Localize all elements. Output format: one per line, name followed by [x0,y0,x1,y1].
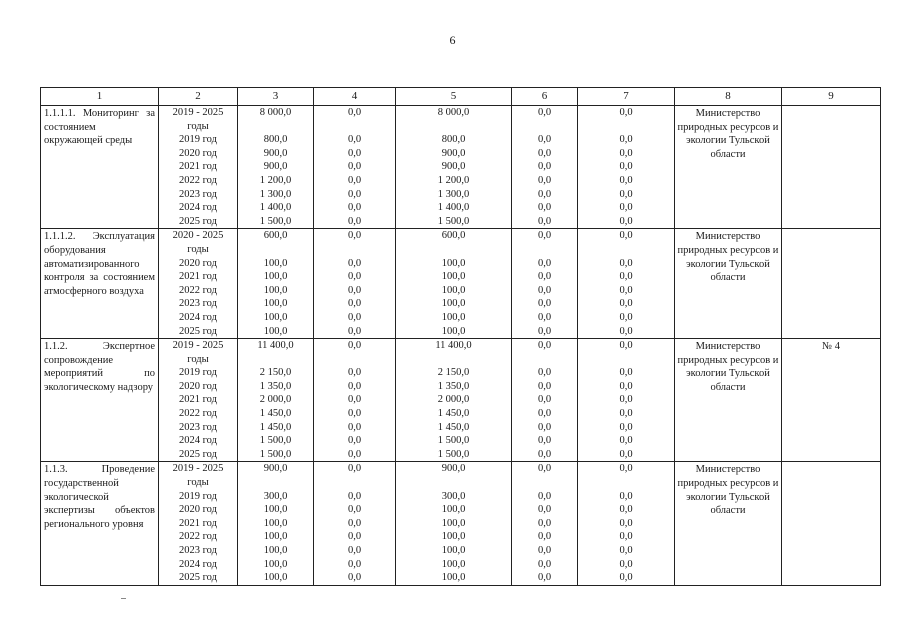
col4-amount-value: 0,0 [347,340,362,352]
period-cell [159,462,238,585]
period-value: 2020 год [179,504,217,516]
footer-mark [121,598,126,599]
col5-amount-value: 11 400,0 [435,340,472,352]
header-cell: 7 [578,88,675,106]
total-amount-cell [238,462,314,585]
col6-amount-value: 0,0 [537,174,552,186]
col7-amount-value: 0,0 [619,188,633,200]
total-amount-value: 8 000,0 [259,107,292,118]
total-amount-value: 600,0 [263,230,288,242]
col4-amount-value: 0,0 [347,188,362,200]
total-amount-cell [238,229,314,339]
col6-amount-cell [512,339,578,462]
header-cell: 5 [396,88,512,106]
col6-amount-value: 0,0 [537,340,552,352]
col5-amount-value: 100,0 [441,545,466,556]
col6-amount-value: 0,0 [537,161,552,173]
col4-amount-value: 0,0 [347,504,362,516]
col5-amount-cell [396,229,512,339]
col4-amount-value: 0,0 [347,257,362,269]
col7-amount-value: 0,0 [619,517,633,529]
period-value: 2025 год [179,325,217,337]
col6-amount-cell [512,462,578,585]
col6-amount-cell [512,106,578,229]
col5-amount-value: 1 350,0 [437,380,470,392]
col6-amount-value: 0,0 [537,531,552,543]
period-value: 2020 год [179,147,217,159]
col7-amount-cell [578,462,675,585]
col5-amount-value: 100,0 [441,298,466,310]
col4-amount-value: 0,0 [347,202,362,214]
col4-amount-value [314,120,395,134]
col7-amount-value: 0,0 [619,408,633,420]
col6-amount-value: 0,0 [537,463,552,475]
col4-amount-value: 0,0 [347,517,362,529]
col5-amount-value: 1 500,0 [437,448,470,460]
period-value: 2020 год [179,380,217,392]
col4-amount-value [314,353,395,367]
col4-amount-value: 0,0 [347,367,362,379]
col6-amount-value [512,120,577,134]
col6-amount-value: 0,0 [537,230,552,242]
table-row [41,229,881,339]
col5-amount-value: 1 400,0 [437,202,470,214]
total-amount-value: 100,0 [263,271,288,283]
note-cell [782,106,881,229]
col6-amount-value: 0,0 [537,215,552,227]
header-cell: 9 [782,88,881,106]
activity-name-cell: 1.1.2. Экспертное сопровождение мероприятий по экологическому надзору [41,339,159,462]
note-cell: № 4 [782,339,881,462]
period-value: 2021 год [179,161,217,173]
col4-amount-value: 0,0 [347,572,362,584]
col4-amount-cell [314,106,396,229]
col7-amount-value [578,353,674,367]
responsible-cell: Министерство природных ресурсов и экологии Тульской области [675,339,782,462]
period-value: 2021 год [179,517,217,529]
col5-amount-value [396,353,511,367]
total-amount-value: 100,0 [263,545,288,556]
total-amount-value: 2 000,0 [259,394,292,406]
period-value: 2019 год [179,367,217,379]
col7-amount-cell [578,339,675,462]
period-value: 2024 год [179,202,217,214]
period-value: 2025 год [179,572,217,584]
col6-amount-value: 0,0 [537,435,552,447]
col4-amount-value: 0,0 [347,134,362,146]
col4-amount-value: 0,0 [347,463,362,475]
header-cell: 3 [238,88,314,106]
col4-amount-value: 0,0 [347,394,362,406]
total-amount-value: 1 400,0 [259,202,292,214]
col6-amount-value: 0,0 [537,284,552,296]
responsible-cell: Министерство природных ресурсов и экологии Тульской области [675,106,782,229]
period-value: 2019 - 2025 [172,340,224,352]
col6-amount-value: 0,0 [537,147,552,159]
col7-amount-value: 0,0 [619,284,633,296]
col6-amount-value: 0,0 [537,202,552,214]
col6-amount-value: 0,0 [537,188,552,200]
col7-amount-value: 0,0 [619,230,633,242]
total-amount-value: 1 500,0 [259,448,292,460]
col7-amount-value: 0,0 [619,311,633,323]
period-value: 2022 год [179,174,217,186]
col5-amount-value: 2 000,0 [437,394,470,406]
col5-amount-value: 100,0 [441,325,466,337]
col7-amount-value: 0,0 [619,394,633,406]
col7-amount-value: 0,0 [619,161,633,173]
total-amount-value [238,120,313,134]
col5-amount-value: 100,0 [441,531,466,543]
header-cell: 4 [314,88,396,106]
col4-amount-cell [314,462,396,585]
col5-amount-value: 300,0 [441,490,466,502]
col5-amount-value: 1 300,0 [437,188,470,200]
col6-amount-value: 0,0 [537,504,552,516]
col5-amount-value: 900,0 [441,161,466,173]
period-value: 2020 год [179,257,217,269]
period-value: 2025 год [179,215,217,227]
col6-amount-value: 0,0 [537,257,552,269]
col4-amount-value: 0,0 [347,490,362,502]
period-value: 2024 год [179,435,217,447]
total-amount-value: 300,0 [263,490,288,502]
total-amount-value [238,476,313,490]
period-value: 2024 год [179,558,217,570]
col5-amount-value: 1 500,0 [437,215,470,227]
header-cell: 6 [512,88,578,106]
col6-amount-value [512,476,577,490]
period-value: годы [187,120,209,132]
col6-amount-value: 0,0 [537,380,552,392]
responsible-cell: Министерство природных ресурсов и экологии Тульской области [675,462,782,585]
period-value: 2023 год [179,188,217,200]
col5-amount-value: 100,0 [441,284,466,296]
col7-amount-value: 0,0 [619,367,633,379]
period-value: 2022 год [179,408,217,420]
col6-amount-value: 0,0 [537,545,552,556]
col5-amount-value: 1 450,0 [437,421,470,433]
col7-amount-value: 0,0 [619,448,633,460]
header-cell: 8 [675,88,782,106]
total-amount-value: 1 350,0 [259,380,292,392]
col5-amount-value: 2 150,0 [437,367,470,379]
col7-amount-value: 0,0 [619,545,633,556]
col5-amount-value: 100,0 [441,257,466,269]
col6-amount-value [512,353,577,367]
col4-amount-cell [314,229,396,339]
col5-amount-value: 600,0 [441,230,466,242]
col7-amount-value [578,120,674,134]
note-cell [782,229,881,339]
period-value: годы [187,243,209,255]
period-value: 2025 год [179,448,217,460]
total-amount-value: 100,0 [263,325,288,337]
col5-amount-value: 900,0 [441,463,466,475]
col7-amount-value: 0,0 [619,572,633,584]
page-number: 6 [449,33,456,47]
period-value: 2023 год [179,298,217,310]
col7-amount-cell [578,229,675,339]
col5-amount-cell [396,106,512,229]
col7-amount-value: 0,0 [619,325,633,337]
col7-amount-value: 0,0 [619,147,633,159]
total-amount-value: 100,0 [263,311,288,323]
total-amount-cell [238,106,314,229]
total-amount-value: 100,0 [263,531,288,543]
col5-amount-value: 100,0 [441,271,466,283]
total-amount-value: 900,0 [263,161,288,173]
period-value: 2021 год [179,271,217,283]
col5-amount-value: 100,0 [441,517,466,529]
col4-amount-value: 0,0 [347,284,362,296]
col4-amount-value [314,476,395,490]
budget-table [40,87,881,586]
total-amount-value: 900,0 [263,463,288,475]
col4-amount-value: 0,0 [347,531,362,543]
activity-name-cell: 1.1.1.2. Эксплуатация оборудования автоматизированного контроля за состоянием атмосферного воздуха [41,229,159,339]
col7-amount-value: 0,0 [619,531,633,543]
note-cell [782,462,881,585]
col7-amount-value: 0,0 [619,271,633,283]
table-row [41,106,881,229]
col6-amount-value: 0,0 [537,107,552,118]
total-amount-value: 1 500,0 [259,435,292,447]
col5-amount-value: 8 000,0 [437,107,470,118]
col5-amount-value: 100,0 [441,504,466,516]
total-amount-cell [238,339,314,462]
total-amount-value: 100,0 [263,572,288,584]
col7-amount-value: 0,0 [619,463,633,475]
col6-amount-value: 0,0 [537,572,552,584]
col7-amount-value: 0,0 [619,490,633,502]
period-value: 2021 год [179,394,217,406]
col4-amount-value: 0,0 [347,545,362,556]
period-value: 2022 год [179,531,217,543]
col4-amount-value: 0,0 [347,161,362,173]
total-amount-value: 2 150,0 [259,367,292,379]
period-cell [159,106,238,229]
col7-amount-value: 0,0 [619,421,633,433]
col7-amount-value [578,243,674,257]
col5-amount-cell [396,462,512,585]
col6-amount-value: 0,0 [537,298,552,310]
total-amount-value [238,243,313,257]
period-cell [159,339,238,462]
total-amount-value: 900,0 [263,147,288,159]
col4-amount-value: 0,0 [347,421,362,433]
col5-amount-value: 100,0 [441,572,466,584]
col4-amount-value: 0,0 [347,558,362,570]
table-body [41,106,881,586]
col6-amount-value [512,243,577,257]
total-amount-value: 1 500,0 [259,215,292,227]
col5-amount-value [396,243,511,257]
col4-amount-value: 0,0 [347,215,362,227]
col6-amount-value: 0,0 [537,367,552,379]
total-amount-value [238,353,313,367]
col6-amount-value: 0,0 [537,394,552,406]
period-value: 2023 год [179,545,217,556]
col4-amount-value: 0,0 [347,230,362,242]
header-cell: 1 [41,88,159,106]
period-value: 2019 год [179,134,217,146]
col5-amount-value [396,120,511,134]
total-amount-value: 1 450,0 [259,421,292,433]
period-value: 2024 год [179,311,217,323]
col5-amount-value: 900,0 [441,147,466,159]
total-amount-value: 1 450,0 [259,408,292,420]
period-value: 2019 год [179,490,217,502]
col4-amount-value: 0,0 [347,147,362,159]
col7-amount-value: 0,0 [619,298,633,310]
col6-amount-value: 0,0 [537,421,552,433]
col7-amount-value: 0,0 [619,257,633,269]
col4-amount-value: 0,0 [347,435,362,447]
period-value: годы [187,353,209,365]
col4-amount-value: 0,0 [347,107,362,118]
col7-amount-value: 0,0 [619,558,633,570]
col5-amount-value: 800,0 [441,134,466,146]
col7-amount-value: 0,0 [619,504,633,516]
table-row [41,339,881,462]
col4-amount-value: 0,0 [347,174,362,186]
period-value: годы [187,477,209,489]
col5-amount-cell [396,339,512,462]
total-amount-value: 100,0 [263,298,288,310]
col7-amount-value: 0,0 [619,215,633,227]
col6-amount-value: 0,0 [537,517,552,529]
col6-amount-value: 0,0 [537,271,552,283]
period-value: 2022 год [179,284,217,296]
col4-amount-value: 0,0 [347,448,362,460]
col5-amount-value: 100,0 [441,558,466,570]
col7-amount-value: 0,0 [619,202,633,214]
col7-amount-value: 0,0 [619,134,633,146]
col7-amount-value: 0,0 [619,174,633,186]
col5-amount-value: 1 200,0 [437,174,470,186]
period-value: 2023 год [179,421,217,433]
col4-amount-value: 0,0 [347,325,362,337]
col7-amount-value: 0,0 [619,340,633,352]
total-amount-value: 11 400,0 [257,340,294,352]
header-cell: 2 [159,88,238,106]
period-value: 2020 - 2025 [172,230,224,242]
period-value: 2019 - 2025 [172,463,224,475]
total-amount-value: 1 200,0 [259,174,292,186]
col6-amount-cell [512,229,578,339]
col7-amount-value: 0,0 [619,107,633,118]
col7-amount-value [578,476,674,490]
total-amount-value: 100,0 [263,284,288,296]
total-amount-value: 100,0 [263,504,288,516]
activity-name-cell: 1.1.1.1. Мониторинг за состоянием окружающей среды [41,106,159,229]
col6-amount-value: 0,0 [537,448,552,460]
total-amount-value: 100,0 [263,257,288,269]
col6-amount-value: 0,0 [537,558,552,570]
col7-amount-cell [578,106,675,229]
col4-amount-value: 0,0 [347,271,362,283]
col5-amount-value: 1 450,0 [437,408,470,420]
col4-amount-value [314,243,395,257]
responsible-cell: Министерство природных ресурсов и экологии Тульской области [675,229,782,339]
col7-amount-value: 0,0 [619,380,633,392]
col4-amount-value: 0,0 [347,380,362,392]
col4-amount-cell [314,339,396,462]
header-row [41,88,881,106]
col6-amount-value: 0,0 [537,408,552,420]
col7-amount-value: 0,0 [619,435,633,447]
activity-name-cell: 1.1.3. Проведение государственной экологической экспертизы объектов регионального уровня [41,462,159,585]
col5-amount-value: 100,0 [441,311,466,323]
total-amount-value: 800,0 [263,134,288,146]
total-amount-value: 100,0 [263,517,288,529]
period-value: 2019 - 2025 [172,107,224,118]
col6-amount-value: 0,0 [537,134,552,146]
col5-amount-value: 1 500,0 [437,435,470,447]
col6-amount-value: 0,0 [537,311,552,323]
total-amount-value: 1 300,0 [259,188,292,200]
col4-amount-value: 0,0 [347,408,362,420]
col5-amount-value [396,476,511,490]
col6-amount-value: 0,0 [537,325,552,337]
period-cell [159,229,238,339]
col6-amount-value: 0,0 [537,490,552,502]
col4-amount-value: 0,0 [347,298,362,310]
total-amount-value: 100,0 [263,558,288,570]
table-row [41,462,881,585]
col4-amount-value: 0,0 [347,311,362,323]
